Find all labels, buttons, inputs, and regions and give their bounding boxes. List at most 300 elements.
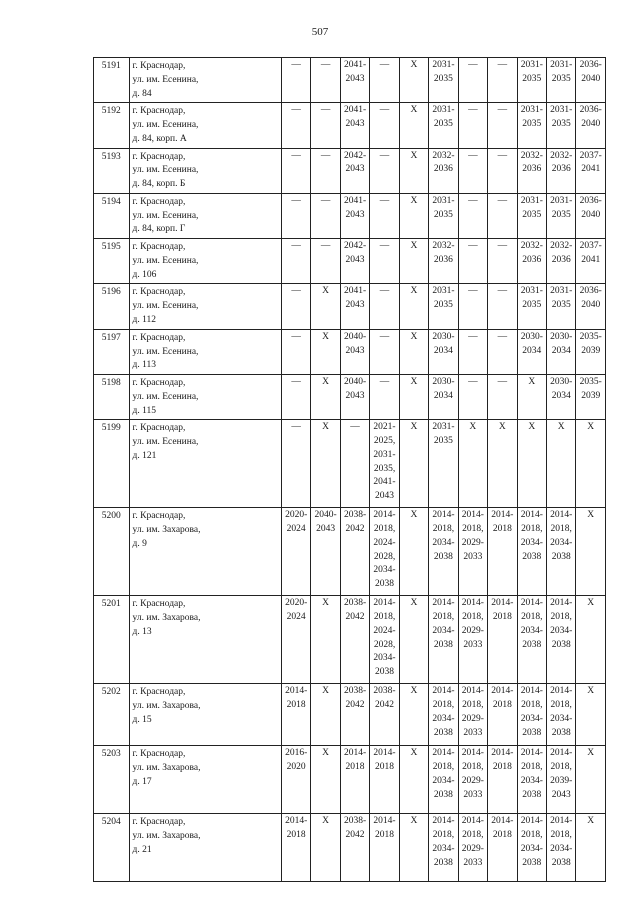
period-cell xyxy=(429,508,458,596)
period-cell xyxy=(340,375,369,420)
address-cell xyxy=(129,239,281,284)
period-line: Х xyxy=(322,422,330,433)
period-line: Х xyxy=(587,816,595,827)
period-cell xyxy=(547,508,576,596)
address-cell xyxy=(129,284,281,329)
period-line: 2043 xyxy=(345,300,365,311)
period-cell xyxy=(281,684,310,746)
period-cell xyxy=(458,58,487,103)
period-cell xyxy=(370,58,399,103)
period-line: 2030- xyxy=(432,331,455,342)
period-line: — xyxy=(468,286,478,297)
period-line: 2014- xyxy=(520,598,543,609)
address-line: ул. им. Есенина, xyxy=(132,120,199,131)
address-line: д. 17 xyxy=(132,776,152,787)
period-line: 2040 xyxy=(581,300,601,311)
address-cell xyxy=(129,596,281,684)
period-line: 2018, xyxy=(550,830,572,841)
period-line: 2024- xyxy=(373,537,396,548)
table-row xyxy=(94,284,606,329)
period-line: 2031- xyxy=(520,286,543,297)
period-cell xyxy=(399,375,428,420)
period-cell xyxy=(281,420,310,508)
period-line: 2030- xyxy=(432,377,455,388)
period-line: 2042 xyxy=(345,700,365,711)
period-cell xyxy=(281,103,310,148)
address-line: д. 112 xyxy=(132,315,157,326)
table-row xyxy=(94,58,606,103)
address-line: ул. им. Есенина, xyxy=(132,301,199,312)
period-line: 2036 xyxy=(551,164,571,175)
period-line: — xyxy=(497,105,508,116)
period-line: 2018, xyxy=(550,762,572,773)
period-cell xyxy=(547,684,576,746)
period-line: Х xyxy=(410,331,418,342)
period-line: — xyxy=(291,105,301,116)
period-line: 2036 xyxy=(433,254,453,265)
period-line: 2018 xyxy=(345,762,365,773)
address-line: г. Краснодар, xyxy=(132,196,186,207)
period-line: — xyxy=(379,286,390,297)
period-line: 2024 xyxy=(286,524,306,535)
period-line: 2018, xyxy=(462,700,484,711)
period-line: Х xyxy=(587,686,595,697)
period-line: 2014- xyxy=(461,510,484,521)
period-cell xyxy=(340,284,369,329)
period-line: 2034 xyxy=(433,390,453,401)
period-cell xyxy=(547,193,576,238)
period-line: 2040 xyxy=(581,209,601,220)
period-line: 2014- xyxy=(373,510,396,521)
period-cell xyxy=(488,103,517,148)
period-line: 2031- xyxy=(373,449,396,460)
period-cell xyxy=(517,329,546,374)
period-line: 2031- xyxy=(520,105,543,116)
address-line: г. Краснодар, xyxy=(132,749,186,760)
period-cell xyxy=(311,684,340,746)
period-line: 2034- xyxy=(520,713,543,724)
period-line: 2034- xyxy=(432,713,455,724)
address-line: ул. им. Захарова, xyxy=(132,613,201,624)
row-number: 5195 xyxy=(94,239,130,284)
period-line: — xyxy=(320,195,331,206)
period-cell xyxy=(429,375,458,420)
period-line: 2014- xyxy=(491,598,514,609)
period-line: 2041- xyxy=(343,195,367,206)
period-cell xyxy=(517,284,546,329)
period-line: 2018 xyxy=(286,700,306,711)
period-line: 2036 xyxy=(522,164,542,175)
address-line: ул. им. Захарова, xyxy=(132,831,201,842)
period-line: 2020- xyxy=(285,510,308,521)
address-line: д. 84 xyxy=(132,88,152,99)
period-cell xyxy=(429,684,458,746)
period-line: 2018, xyxy=(432,700,455,711)
period-line: 2038 xyxy=(433,639,453,650)
period-cell xyxy=(370,420,399,508)
period-line: 2035 xyxy=(433,436,453,447)
period-line: 2035 xyxy=(551,73,571,84)
period-line: 2036- xyxy=(579,286,602,297)
period-cell xyxy=(458,239,487,284)
period-line: 2035 xyxy=(551,209,571,220)
period-cell xyxy=(340,508,369,596)
period-line: — xyxy=(468,331,478,342)
period-cell xyxy=(517,148,546,193)
period-line: 2032- xyxy=(432,150,455,161)
period-line: — xyxy=(497,60,508,70)
period-line: — xyxy=(320,241,331,252)
period-line: 2038 xyxy=(522,857,542,868)
period-line: 2031- xyxy=(520,60,543,70)
address-line: д. 21 xyxy=(132,844,152,855)
period-line: 2031- xyxy=(550,60,573,70)
period-line: 2014- xyxy=(520,510,543,521)
period-cell xyxy=(370,193,399,238)
period-line: 2014- xyxy=(520,686,543,697)
period-line: 2014- xyxy=(432,816,455,827)
period-cell xyxy=(488,508,517,596)
period-line: Х xyxy=(557,422,565,433)
period-cell xyxy=(281,193,310,238)
row-number: 5193 xyxy=(94,148,130,193)
period-line: 2035 xyxy=(551,119,571,130)
row-number: 5194 xyxy=(94,193,130,238)
period-line: 2016- xyxy=(285,748,308,759)
period-line: 2018, xyxy=(462,524,484,535)
address-line: ул. им. Захарова, xyxy=(132,701,201,712)
period-cell xyxy=(488,420,517,508)
period-line: 2038 xyxy=(433,551,453,562)
period-line: Х xyxy=(587,422,595,433)
period-line: 2031- xyxy=(432,105,455,116)
period-line: 2037- xyxy=(579,150,602,161)
period-line: 2014- xyxy=(550,748,573,759)
period-cell xyxy=(517,375,546,420)
period-line: 2014- xyxy=(285,816,308,827)
period-cell xyxy=(311,284,340,329)
period-cell xyxy=(488,814,517,882)
period-line: 2020 xyxy=(286,762,306,773)
period-line: 2034 xyxy=(522,345,542,356)
address-line: ул. им. Есенина, xyxy=(132,210,199,221)
period-cell xyxy=(399,329,428,374)
address-line: г. Краснодар, xyxy=(132,687,186,698)
period-line: 2031- xyxy=(550,105,573,116)
period-cell xyxy=(517,193,546,238)
period-line: 2033 xyxy=(463,727,483,738)
period-line: 2031- xyxy=(432,422,455,433)
period-line: 2042 xyxy=(345,612,365,623)
address-cell xyxy=(129,329,281,374)
period-cell xyxy=(399,684,428,746)
period-line: — xyxy=(497,331,508,342)
period-cell xyxy=(399,193,428,238)
period-line: 2039 xyxy=(581,345,601,356)
period-line: 2043 xyxy=(345,390,365,401)
period-cell xyxy=(458,508,487,596)
period-cell xyxy=(576,58,606,103)
period-line: 2038- xyxy=(343,510,367,521)
period-line: 2032- xyxy=(520,150,543,161)
period-line: 2029- xyxy=(461,625,484,636)
period-line: 2018 xyxy=(492,612,512,623)
period-line: 2038- xyxy=(343,686,367,697)
period-line: 2040- xyxy=(343,377,367,388)
period-line: 2014- xyxy=(432,686,455,697)
period-line: 2018, xyxy=(550,700,572,711)
period-line: 2036- xyxy=(579,195,602,206)
period-cell xyxy=(311,58,340,103)
period-cell xyxy=(370,684,399,746)
period-line: Х xyxy=(410,686,418,697)
period-cell xyxy=(517,239,546,284)
period-line: 2034- xyxy=(520,537,543,548)
period-cell xyxy=(311,508,340,596)
period-line: 2032- xyxy=(432,241,455,252)
period-line: 2030- xyxy=(550,331,573,342)
period-cell xyxy=(488,596,517,684)
period-cell xyxy=(429,239,458,284)
period-line: Х xyxy=(528,422,536,433)
address-line: ул. им. Есенина, xyxy=(132,391,199,402)
period-line: 2032- xyxy=(520,241,543,252)
period-line: 2034- xyxy=(432,843,455,854)
period-line: 2018 xyxy=(375,830,394,841)
period-cell xyxy=(517,746,546,814)
period-cell xyxy=(311,420,340,508)
address-line: д. 15 xyxy=(132,714,152,725)
period-line: Х xyxy=(322,686,330,697)
period-line: 2043 xyxy=(316,524,336,535)
period-line: — xyxy=(468,377,478,388)
period-cell xyxy=(281,508,310,596)
period-cell xyxy=(488,284,517,329)
period-line: — xyxy=(350,422,360,433)
address-line: г. Краснодар, xyxy=(132,817,186,828)
period-line: 2033 xyxy=(463,857,483,868)
row-number: 5197 xyxy=(94,329,130,374)
address-line: г. Краснодар, xyxy=(132,511,186,522)
period-cell xyxy=(311,329,340,374)
period-line: Х xyxy=(322,377,330,388)
period-line: 2042 xyxy=(375,700,394,711)
period-line: 2018, xyxy=(521,612,543,623)
period-cell xyxy=(576,239,606,284)
period-line: 2035 xyxy=(522,119,542,130)
period-cell xyxy=(311,193,340,238)
period-cell xyxy=(517,596,546,684)
period-cell xyxy=(399,508,428,596)
period-cell xyxy=(488,193,517,238)
address-line: г. Краснодар, xyxy=(132,151,186,162)
period-cell xyxy=(517,508,546,596)
period-line: 2043 xyxy=(345,73,365,84)
period-line: 2038 xyxy=(551,551,571,562)
period-line: 2034- xyxy=(550,537,573,548)
period-cell xyxy=(340,239,369,284)
period-line: 2018, xyxy=(521,524,543,535)
period-line: 2028, xyxy=(373,639,396,650)
period-line: 2031- xyxy=(550,195,573,206)
period-line: 2014- xyxy=(432,748,455,759)
row-number: 5200 xyxy=(94,508,130,596)
period-cell xyxy=(399,420,428,508)
period-cell xyxy=(340,420,369,508)
address-cell xyxy=(129,193,281,238)
period-line: 2014- xyxy=(550,816,573,827)
period-cell xyxy=(370,148,399,193)
row-number: 5192 xyxy=(94,103,130,148)
period-line: 2018, xyxy=(373,612,396,623)
period-line: 2035 xyxy=(433,209,453,220)
period-line: 2014- xyxy=(373,816,396,827)
period-line: 2038 xyxy=(375,579,394,590)
period-line: 2041- xyxy=(343,60,367,70)
address-cell xyxy=(129,814,281,882)
address-cell xyxy=(129,148,281,193)
period-cell xyxy=(370,814,399,882)
period-line: Х xyxy=(410,748,418,759)
period-line: 2014- xyxy=(491,748,514,759)
period-cell xyxy=(547,103,576,148)
period-line: 2033 xyxy=(463,789,483,800)
period-cell xyxy=(340,596,369,684)
period-cell xyxy=(547,239,576,284)
period-line: 2018 xyxy=(492,700,512,711)
period-cell xyxy=(576,193,606,238)
period-line: Х xyxy=(322,286,330,297)
address-line: г. Краснодар, xyxy=(132,332,186,343)
address-cell xyxy=(129,58,281,103)
period-line: 2018, xyxy=(550,612,572,623)
address-line: д. 84, корп. А xyxy=(132,133,187,144)
period-cell xyxy=(458,596,487,684)
period-line: — xyxy=(497,150,508,161)
period-line: — xyxy=(468,105,478,116)
period-line: 2038 xyxy=(522,639,542,650)
period-cell xyxy=(576,508,606,596)
period-line: 2018, xyxy=(550,524,572,535)
period-line: 2025, xyxy=(373,436,396,447)
period-line: 2014- xyxy=(373,598,396,609)
period-line: 2043 xyxy=(345,345,365,356)
period-line: 2035 xyxy=(551,300,571,311)
period-cell xyxy=(281,596,310,684)
period-cell xyxy=(488,58,517,103)
period-cell xyxy=(281,375,310,420)
row-number: 5201 xyxy=(94,596,130,684)
period-cell xyxy=(340,148,369,193)
period-line: — xyxy=(291,60,301,70)
period-cell xyxy=(429,596,458,684)
address-line: ул. им. Есенина, xyxy=(132,346,199,357)
period-line: 2042- xyxy=(343,241,367,252)
period-line: 2038 xyxy=(551,727,571,738)
period-cell xyxy=(488,329,517,374)
period-line: 2034- xyxy=(520,843,543,854)
period-line: Х xyxy=(410,510,418,521)
address-cell xyxy=(129,375,281,420)
period-line: 2018, xyxy=(432,524,455,535)
period-cell xyxy=(576,814,606,882)
period-cell xyxy=(340,746,369,814)
period-cell xyxy=(458,284,487,329)
period-line: 2018, xyxy=(432,830,455,841)
address-line: г. Краснодар, xyxy=(132,106,186,117)
period-cell xyxy=(429,420,458,508)
period-cell xyxy=(458,684,487,746)
period-line: 2040 xyxy=(581,119,601,130)
period-line: — xyxy=(291,377,301,388)
period-line: — xyxy=(497,377,508,388)
period-line: 2018 xyxy=(492,762,512,773)
row-number: 5202 xyxy=(94,684,130,746)
period-line: Х xyxy=(410,377,418,388)
period-cell xyxy=(576,148,606,193)
period-cell xyxy=(517,58,546,103)
period-line: 2041 xyxy=(581,254,601,265)
period-cell xyxy=(340,58,369,103)
period-line: 2038 xyxy=(433,789,453,800)
period-cell xyxy=(576,103,606,148)
period-line: 2018 xyxy=(492,524,512,535)
period-line: — xyxy=(468,150,478,161)
period-cell xyxy=(576,596,606,684)
period-cell xyxy=(311,103,340,148)
period-line: 2014- xyxy=(550,686,573,697)
table-row xyxy=(94,103,606,148)
period-line: 2018 xyxy=(375,762,394,773)
address-line: д. 84, корп. Г xyxy=(132,224,186,235)
period-line: 2035 xyxy=(433,119,453,130)
period-line: 2040- xyxy=(343,331,367,342)
address-line: г. Краснодар, xyxy=(132,242,186,253)
address-line: г. Краснодар, xyxy=(132,61,186,71)
period-line: 2018, xyxy=(521,762,543,773)
period-line: Х xyxy=(587,748,595,759)
period-cell xyxy=(399,103,428,148)
row-number: 5196 xyxy=(94,284,130,329)
address-line: г. Краснодар, xyxy=(132,599,186,610)
period-line: Х xyxy=(410,105,418,116)
period-line: 2033 xyxy=(463,551,483,562)
period-cell xyxy=(429,814,458,882)
period-line: Х xyxy=(322,598,330,609)
period-line: 2020- xyxy=(285,598,308,609)
period-line: 2029- xyxy=(461,537,484,548)
period-line: — xyxy=(497,241,508,252)
period-line: 2042 xyxy=(345,830,365,841)
period-cell xyxy=(488,239,517,284)
period-line: 2038 xyxy=(433,727,453,738)
address-line: д. 121 xyxy=(132,450,157,461)
period-line: 2038 xyxy=(551,639,571,650)
table-row xyxy=(94,329,606,374)
period-cell xyxy=(458,103,487,148)
period-line: 2043 xyxy=(345,164,365,175)
period-cell xyxy=(281,239,310,284)
period-cell xyxy=(576,746,606,814)
period-line: 2014- xyxy=(491,816,514,827)
period-line: — xyxy=(320,105,331,116)
period-cell xyxy=(458,420,487,508)
period-cell xyxy=(458,329,487,374)
period-cell xyxy=(281,814,310,882)
period-cell xyxy=(576,375,606,420)
period-cell xyxy=(311,746,340,814)
period-line: 2041- xyxy=(373,477,396,488)
